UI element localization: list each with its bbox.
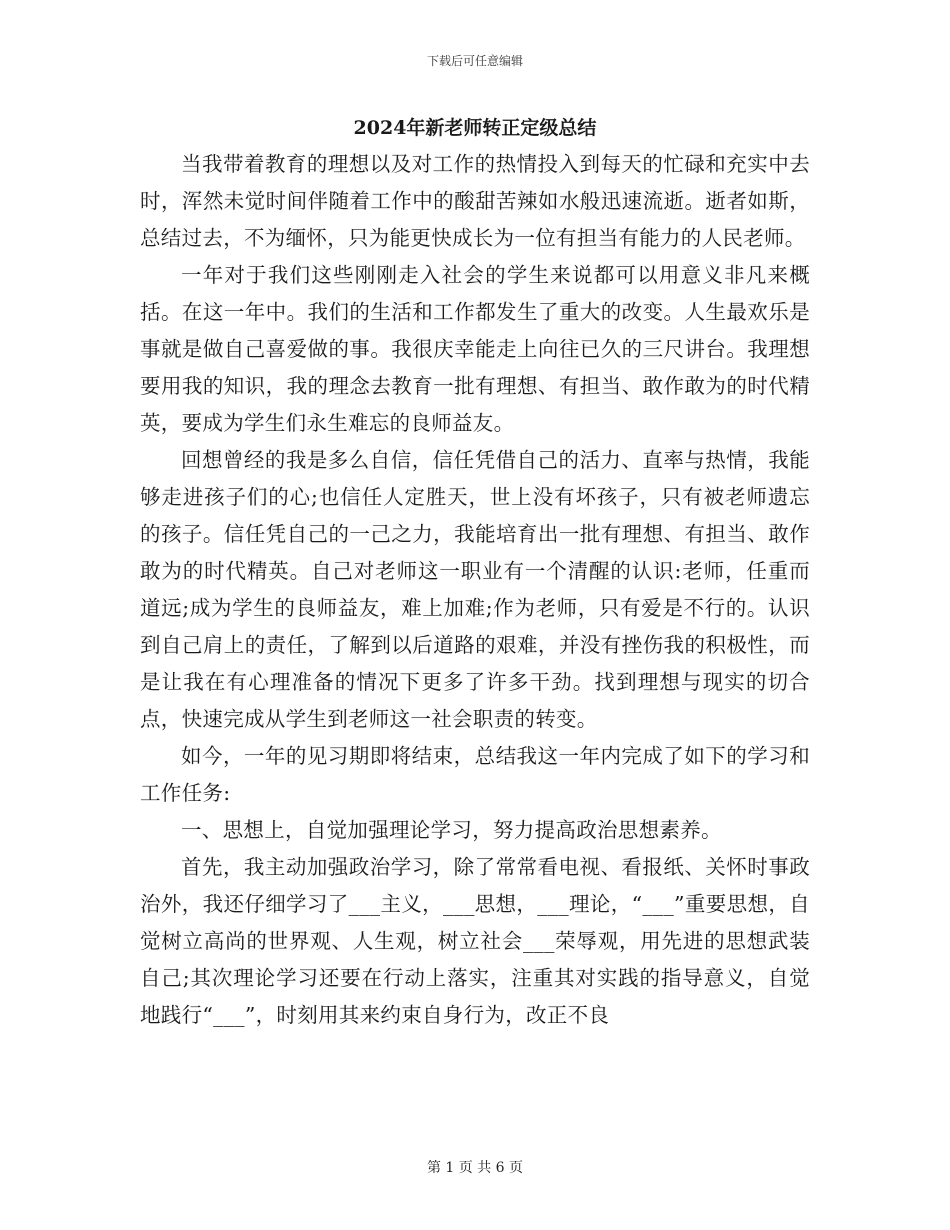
paragraph: 当我带着教育的理想以及对工作的热情投入到每天的忙碌和充实中去时，浑然未觉时间伴随着工作中的酸甜苦辣如水般迅速流逝。逝者如斯，总结过去，不为缅怀，只为能更快成长为一位有担当有能力的人民老师。	[140, 152, 810, 250]
paragraph: 一、思想上，自觉加强理论学习，努力提高政治思想素养。	[181, 818, 722, 842]
document-body	[140, 146, 810, 1034]
paragraph: 一年对于我们这些刚刚走入社会的学生来说都可以用意义非凡来概括。在这一年中。我们的生活和工作都发生了重大的改变。人生最欢乐是事就是做自己喜爱做的事。我很庆幸能走上向往已久的三尺讲台。我理想要用我的知识，我的理念去教育一批有理想、有担当、敢作敢为的时代精英，要成为学生们永生难忘的良师益友。	[140, 263, 810, 435]
paragraph: 首先，我主动加强政治学习，除了常常看电视、看报纸、关怀时事政治外，我还仔细学习了___主义，___思想，___理论，“___”重要思想，自觉树立高尚的世界观、人生观，树立社会___荣辱观，用先进的思想武装自己;其次理论学习还要在行动上落实，注重其对实践的指导意义，自觉地践行“___”，时刻用其来约束自身行为，改正不良	[140, 855, 810, 1027]
header-note: 下载后可任意编辑	[426, 54, 523, 68]
document-title: 2024年新老师转正定级总结	[353, 117, 597, 139]
page-number: 第 1 页 共 6 页	[426, 1160, 524, 1176]
paragraph: 如今，一年的见习期即将结束，总结我这一年内完成了如下的学习和工作任务:	[140, 744, 810, 805]
paragraph: 回想曾经的我是多么自信，信任凭借自己的活力、直率与热情，我能够走进孩子们的心;也信任人定胜天，世上没有坏孩子，只有被老师遗忘的孩子。信任凭自己的一己之力，我能培育出一批有理想、有担当、敢作敢为的时代精英。自己对老师这一职业有一个清醒的认识:老师，任重而道远;成为学生的良师益友，难上加难;作为老师，只有爱是不行的。认识到自己肩上的责任，了解到以后道路的艰难，并没有挫伤我的积极性，而是让我在有心理准备的情况下更多了许多干劲。找到理想与现实的切合点，快速完成从学生到老师这一社会职责的转变。	[140, 448, 810, 731]
